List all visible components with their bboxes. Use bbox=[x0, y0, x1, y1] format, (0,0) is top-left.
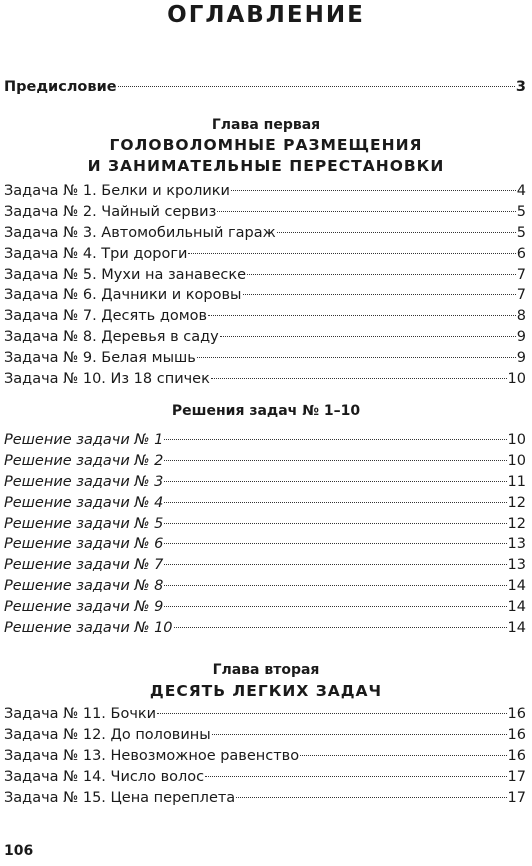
toc-entry-task[interactable] bbox=[4, 181, 526, 202]
entry-label: Задача № 4. Три дороги bbox=[4, 245, 188, 262]
chapter2-title: ДЕСЯТЬ ЛЕГКИХ ЗАДАЧ bbox=[149, 682, 383, 700]
dot-leader bbox=[220, 336, 516, 337]
entry-page: 10 bbox=[507, 432, 526, 448]
solutions-list bbox=[4, 430, 526, 639]
dot-leader bbox=[164, 481, 506, 482]
entry-label: Задача № 2. Чайный сервиз bbox=[4, 203, 217, 220]
entry-page: 9 bbox=[516, 350, 526, 367]
entry-page: 12 bbox=[507, 494, 526, 511]
entry-label: Решение задачи № 8 bbox=[4, 578, 164, 595]
entry-page: 14 bbox=[507, 599, 526, 616]
toc-entry-task[interactable] bbox=[4, 285, 526, 306]
chapter1-title-line2: И ЗАНИМАТЕЛЬНЫЕ ПЕРЕСТАНОВКИ bbox=[87, 157, 445, 175]
toc-entry-task[interactable] bbox=[4, 788, 526, 809]
page-number: 106 bbox=[4, 843, 34, 859]
toc-entry-task[interactable] bbox=[4, 327, 526, 348]
toc-entry-task[interactable] bbox=[4, 202, 526, 223]
toc-entry-solution[interactable] bbox=[4, 493, 526, 514]
toc-entry-task[interactable] bbox=[4, 265, 526, 286]
entry-page: 10 bbox=[507, 371, 526, 388]
dot-leader bbox=[197, 357, 516, 358]
entry-page: 13 bbox=[507, 536, 526, 553]
toc-entry-solution[interactable] bbox=[4, 597, 526, 618]
toc-entry-task[interactable] bbox=[4, 704, 526, 725]
dot-leader bbox=[231, 190, 516, 191]
entry-label: Задача № 7. Десять домов bbox=[4, 308, 208, 325]
toc-entry-solution[interactable] bbox=[4, 555, 526, 576]
chapter2-task-list bbox=[4, 704, 526, 808]
entry-label: Задача № 9. Белая мышь bbox=[4, 350, 196, 367]
chapter1-title-line1: ГОЛОВОЛОМНЫЕ РАЗМЕЩЕНИЯ bbox=[109, 136, 423, 154]
entry-label: Решение задачи № 5 bbox=[4, 515, 164, 532]
toc-title: ОГЛАВЛЕНИЕ bbox=[167, 2, 365, 28]
solutions-heading: Решения задач № 1–10 bbox=[171, 403, 361, 419]
entry-page: 5 bbox=[516, 203, 526, 220]
toc-entry-task[interactable] bbox=[4, 725, 526, 746]
dot-leader bbox=[164, 460, 506, 461]
toc-entry-solution[interactable] bbox=[4, 430, 526, 451]
dot-leader bbox=[277, 232, 516, 233]
entry-label: Задача № 12. До половины bbox=[4, 726, 211, 743]
dot-leader bbox=[164, 543, 506, 544]
entry-page: 17 bbox=[507, 768, 526, 785]
dot-leader bbox=[247, 274, 516, 275]
entry-page: 10 bbox=[507, 452, 526, 469]
toc-entry-task[interactable] bbox=[4, 223, 526, 244]
toc-entry-task[interactable] bbox=[4, 306, 526, 327]
toc-entry-solution[interactable] bbox=[4, 514, 526, 535]
chapter1-task-list bbox=[4, 181, 526, 390]
entry-label: Решение задачи № 10 bbox=[4, 620, 173, 637]
toc-entry-task[interactable] bbox=[4, 369, 526, 390]
entry-label: Предисловие bbox=[4, 79, 117, 95]
preface-section bbox=[4, 77, 526, 98]
dot-leader bbox=[164, 606, 506, 607]
entry-label: Задача № 10. Из 18 спичек bbox=[4, 371, 210, 388]
dot-leader bbox=[164, 523, 506, 524]
toc-entry-solution[interactable] bbox=[4, 472, 526, 493]
dot-leader bbox=[164, 502, 506, 503]
entry-page: 3 bbox=[515, 79, 526, 95]
entry-page: 14 bbox=[507, 620, 526, 637]
entry-label: Решение задачи № 3 bbox=[4, 473, 164, 490]
entry-label: Задача № 13. Невозможное равенство bbox=[4, 747, 300, 764]
entry-label: Решение задачи № 4 bbox=[4, 494, 164, 511]
dot-leader bbox=[243, 294, 516, 295]
dot-leader bbox=[157, 713, 506, 714]
toc-entry-solution[interactable] bbox=[4, 576, 526, 597]
entry-label: Решение задачи № 1 bbox=[4, 432, 164, 448]
dot-leader bbox=[118, 86, 515, 87]
dot-leader bbox=[300, 755, 506, 756]
entry-page: 16 bbox=[507, 706, 526, 722]
entry-page: 11 bbox=[507, 473, 526, 490]
dot-leader bbox=[164, 564, 506, 565]
entry-label: Задача № 8. Деревья в саду bbox=[4, 329, 219, 346]
dot-leader bbox=[236, 797, 506, 798]
toc-entry-preface[interactable] bbox=[4, 77, 526, 98]
entry-label: Решение задачи № 2 bbox=[4, 452, 164, 469]
dot-leader bbox=[208, 315, 516, 316]
entry-page: 6 bbox=[516, 245, 526, 262]
dot-leader bbox=[164, 439, 506, 440]
dot-leader bbox=[174, 627, 507, 628]
entry-page: 13 bbox=[507, 557, 526, 574]
entry-label: Решение задачи № 9 bbox=[4, 599, 164, 616]
dot-leader bbox=[164, 585, 506, 586]
chapter2-kicker: Глава вторая bbox=[212, 662, 320, 678]
chapter1-kicker: Глава первая bbox=[211, 117, 321, 133]
entry-page: 12 bbox=[507, 515, 526, 532]
entry-page: 16 bbox=[507, 747, 526, 764]
entry-label: Решение задачи № 6 bbox=[4, 536, 164, 553]
dot-leader bbox=[188, 253, 515, 254]
entry-label: Задача № 5. Мухи на занавеске bbox=[4, 266, 247, 283]
toc-entry-task[interactable] bbox=[4, 767, 526, 788]
entry-label: Решение задачи № 7 bbox=[4, 557, 164, 574]
toc-entry-solution[interactable] bbox=[4, 534, 526, 555]
dot-leader bbox=[212, 734, 507, 735]
toc-entry-solution[interactable] bbox=[4, 618, 526, 639]
entry-label: Задача № 3. Автомобильный гараж bbox=[4, 224, 276, 241]
entry-page: 17 bbox=[507, 789, 526, 806]
entry-page: 16 bbox=[507, 726, 526, 743]
toc-entry-task[interactable] bbox=[4, 348, 526, 369]
entry-label: Задача № 6. Дачники и коровы bbox=[4, 287, 242, 304]
entry-page: 4 bbox=[516, 183, 526, 199]
dot-leader bbox=[211, 378, 507, 379]
toc-entry-solution[interactable] bbox=[4, 451, 526, 472]
entry-label: Задача № 14. Число волос bbox=[4, 768, 205, 785]
toc-entry-task[interactable] bbox=[4, 746, 526, 767]
entry-page: 8 bbox=[516, 308, 526, 325]
entry-label: Задача № 1. Белки и кролики bbox=[4, 183, 230, 199]
entry-page: 7 bbox=[516, 287, 526, 304]
entry-label: Задача № 11. Бочки bbox=[4, 706, 157, 722]
dot-leader bbox=[205, 776, 506, 777]
entry-label: Задача № 15. Цена переплета bbox=[4, 789, 236, 806]
entry-page: 14 bbox=[507, 578, 526, 595]
entry-page: 7 bbox=[516, 266, 526, 283]
toc-entry-task[interactable] bbox=[4, 244, 526, 265]
entry-page: 9 bbox=[516, 329, 526, 346]
dot-leader bbox=[217, 211, 515, 212]
entry-page: 5 bbox=[516, 224, 526, 241]
